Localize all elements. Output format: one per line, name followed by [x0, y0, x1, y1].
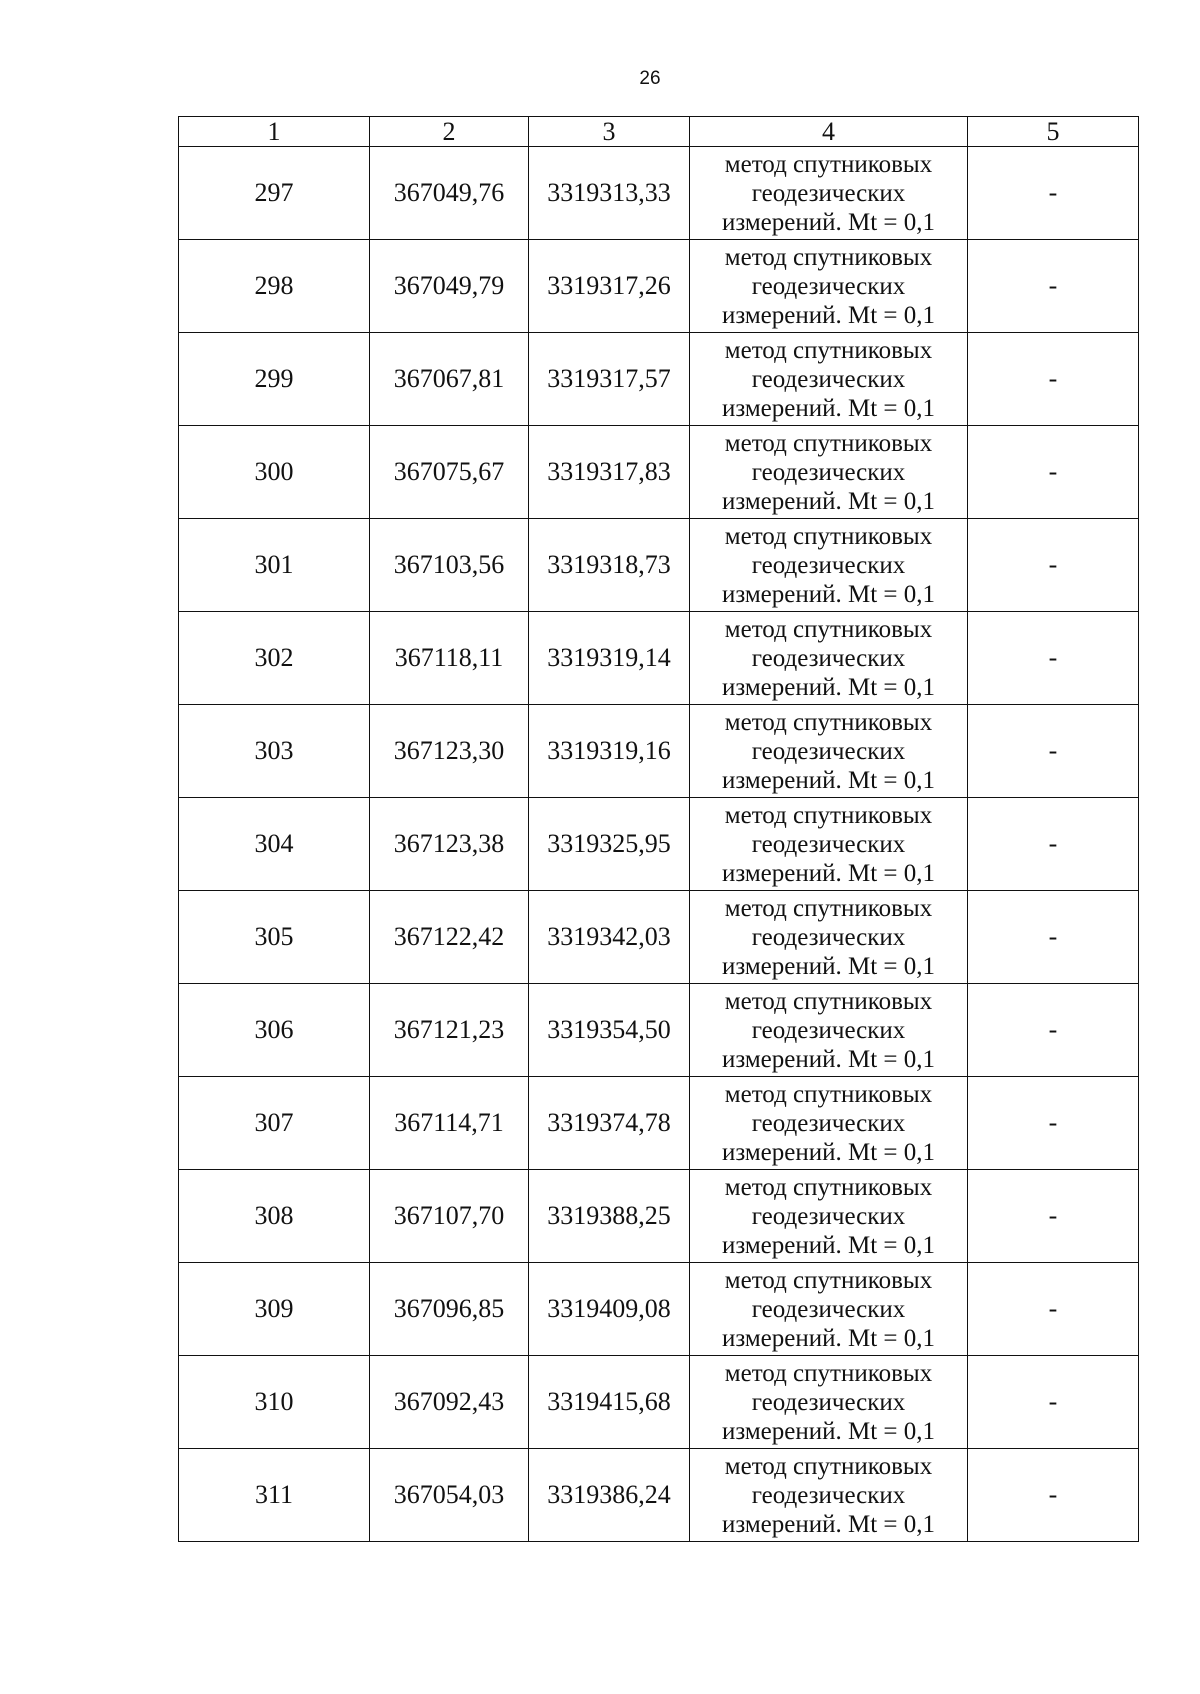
method-line-1: метод спутниковых [724, 1080, 933, 1108]
x-coordinate-cell: 367067,81 [370, 333, 529, 426]
method-line-3: измерений. Mt = 0,1 [721, 766, 936, 794]
method-line-3: измерений. Mt = 0,1 [721, 952, 936, 980]
point-number-cell: 311 [179, 1449, 370, 1542]
method-line-3: измерений. Mt = 0,1 [721, 394, 936, 422]
method-line-3: измерений. Mt = 0,1 [721, 859, 936, 887]
point-number-cell: 304 [179, 798, 370, 891]
table-row [179, 1449, 1139, 1542]
table-row [179, 984, 1139, 1077]
y-coordinate-cell: 3319318,73 [529, 519, 690, 612]
point-number-cell: 297 [179, 147, 370, 240]
method-line-2: геодезических [751, 1295, 906, 1323]
point-number-cell: 299 [179, 333, 370, 426]
point-number-cell: 300 [179, 426, 370, 519]
table-row [179, 1356, 1139, 1449]
method-line-3: измерений. Mt = 0,1 [721, 208, 936, 236]
point-number-cell: 306 [179, 984, 370, 1077]
method-line-3: измерений. Mt = 0,1 [721, 1417, 936, 1445]
method-line-2: геодезических [751, 179, 906, 207]
table-row [179, 705, 1139, 798]
method-line-1: метод спутниковых [724, 1452, 933, 1480]
column-5-cell: - [968, 147, 1139, 240]
point-number-cell: 307 [179, 1077, 370, 1170]
point-number-cell: 301 [179, 519, 370, 612]
method-cell [690, 891, 968, 984]
x-coordinate-cell: 367049,79 [370, 240, 529, 333]
method-cell [690, 1356, 968, 1449]
y-coordinate-cell: 3319317,83 [529, 426, 690, 519]
y-coordinate-cell: 3319354,50 [529, 984, 690, 1077]
column-header-1: 1 [179, 117, 370, 147]
column-5-cell: - [968, 1449, 1139, 1542]
method-line-2: геодезических [751, 737, 906, 765]
column-header-2: 2 [370, 117, 529, 147]
method-line-2: геодезических [751, 644, 906, 672]
x-coordinate-cell: 367096,85 [370, 1263, 529, 1356]
table-row [179, 798, 1139, 891]
method-cell [690, 1263, 968, 1356]
table-row [179, 1170, 1139, 1263]
table-row [179, 1077, 1139, 1170]
method-cell [690, 705, 968, 798]
column-5-cell: - [968, 1170, 1139, 1263]
method-cell [690, 612, 968, 705]
point-number-cell: 302 [179, 612, 370, 705]
x-coordinate-cell: 367054,03 [370, 1449, 529, 1542]
method-line-1: метод спутниковых [724, 429, 933, 457]
x-coordinate-cell: 367122,42 [370, 891, 529, 984]
method-line-2: геодезических [751, 1016, 906, 1044]
table-row [179, 519, 1139, 612]
table-row [179, 426, 1139, 519]
method-line-1: метод спутниковых [724, 336, 933, 364]
column-5-cell: - [968, 612, 1139, 705]
x-coordinate-cell: 367049,76 [370, 147, 529, 240]
table-row [179, 612, 1139, 705]
x-coordinate-cell: 367118,11 [370, 612, 529, 705]
method-cell [690, 147, 968, 240]
x-coordinate-cell: 367075,67 [370, 426, 529, 519]
method-cell [690, 426, 968, 519]
point-number-cell: 298 [179, 240, 370, 333]
column-header-5: 5 [968, 117, 1139, 147]
method-line-1: метод спутниковых [724, 615, 933, 643]
method-line-2: геодезических [751, 551, 906, 579]
x-coordinate-cell: 367123,30 [370, 705, 529, 798]
method-line-2: геодезических [751, 1202, 906, 1230]
y-coordinate-cell: 3319319,16 [529, 705, 690, 798]
point-number-cell: 310 [179, 1356, 370, 1449]
x-coordinate-cell: 367114,71 [370, 1077, 529, 1170]
method-line-1: метод спутниковых [724, 522, 933, 550]
y-coordinate-cell: 3319386,24 [529, 1449, 690, 1542]
method-cell [690, 1449, 968, 1542]
y-coordinate-cell: 3319313,33 [529, 147, 690, 240]
method-line-3: измерений. Mt = 0,1 [721, 1510, 936, 1538]
column-5-cell: - [968, 705, 1139, 798]
method-line-2: геодезических [751, 272, 906, 300]
x-coordinate-cell: 367103,56 [370, 519, 529, 612]
coordinates-table [178, 116, 1139, 1542]
table-row [179, 891, 1139, 984]
method-line-2: геодезических [751, 458, 906, 486]
method-line-2: геодезических [751, 1109, 906, 1137]
table-row [179, 240, 1139, 333]
table-row [179, 1263, 1139, 1356]
method-line-1: метод спутниковых [724, 987, 933, 1015]
x-coordinate-cell: 367121,23 [370, 984, 529, 1077]
column-5-cell: - [968, 984, 1139, 1077]
table-row [179, 147, 1139, 240]
y-coordinate-cell: 3319415,68 [529, 1356, 690, 1449]
point-number-cell: 303 [179, 705, 370, 798]
method-line-3: измерений. Mt = 0,1 [721, 580, 936, 608]
column-5-cell: - [968, 240, 1139, 333]
y-coordinate-cell: 3319317,26 [529, 240, 690, 333]
table-body [179, 147, 1139, 1542]
column-5-cell: - [968, 333, 1139, 426]
column-5-cell: - [968, 519, 1139, 612]
method-line-3: измерений. Mt = 0,1 [721, 1231, 936, 1259]
column-5-cell: - [968, 1263, 1139, 1356]
column-header-4: 4 [690, 117, 968, 147]
method-line-3: измерений. Mt = 0,1 [721, 673, 936, 701]
method-cell [690, 333, 968, 426]
point-number-cell: 308 [179, 1170, 370, 1263]
method-cell [690, 1170, 968, 1263]
method-line-1: метод спутниковых [724, 801, 933, 829]
method-line-1: метод спутниковых [724, 1359, 933, 1387]
x-coordinate-cell: 367092,43 [370, 1356, 529, 1449]
y-coordinate-cell: 3319342,03 [529, 891, 690, 984]
page-number: 26 [639, 68, 661, 89]
y-coordinate-cell: 3319317,57 [529, 333, 690, 426]
column-5-cell: - [968, 891, 1139, 984]
column-5-cell: - [968, 1077, 1139, 1170]
method-line-3: измерений. Mt = 0,1 [721, 1045, 936, 1073]
column-5-cell: - [968, 1356, 1139, 1449]
method-line-1: метод спутниковых [724, 1266, 933, 1294]
x-coordinate-cell: 367107,70 [370, 1170, 529, 1263]
header-row [179, 117, 1139, 147]
y-coordinate-cell: 3319388,25 [529, 1170, 690, 1263]
method-line-1: метод спутниковых [724, 150, 933, 178]
method-line-2: геодезических [751, 830, 906, 858]
y-coordinate-cell: 3319325,95 [529, 798, 690, 891]
point-number-cell: 309 [179, 1263, 370, 1356]
method-line-1: метод спутниковых [724, 243, 933, 271]
method-line-1: метод спутниковых [724, 894, 933, 922]
method-line-1: метод спутниковых [724, 1173, 933, 1201]
method-line-2: геодезических [751, 1481, 906, 1509]
method-line-1: метод спутниковых [724, 708, 933, 736]
method-cell [690, 984, 968, 1077]
column-5-cell: - [968, 798, 1139, 891]
y-coordinate-cell: 3319374,78 [529, 1077, 690, 1170]
method-cell [690, 798, 968, 891]
column-5-cell: - [968, 426, 1139, 519]
x-coordinate-cell: 367123,38 [370, 798, 529, 891]
method-line-2: геодезических [751, 923, 906, 951]
method-line-2: геодезических [751, 365, 906, 393]
method-line-3: измерений. Mt = 0,1 [721, 487, 936, 515]
table-row [179, 333, 1139, 426]
column-header-3: 3 [529, 117, 690, 147]
method-line-3: измерений. Mt = 0,1 [721, 1324, 936, 1352]
y-coordinate-cell: 3319319,14 [529, 612, 690, 705]
method-cell [690, 1077, 968, 1170]
point-number-cell: 305 [179, 891, 370, 984]
method-line-3: измерений. Mt = 0,1 [721, 1138, 936, 1166]
y-coordinate-cell: 3319409,08 [529, 1263, 690, 1356]
method-cell [690, 519, 968, 612]
method-cell [690, 240, 968, 333]
method-line-3: измерений. Mt = 0,1 [721, 301, 936, 329]
method-line-2: геодезических [751, 1388, 906, 1416]
